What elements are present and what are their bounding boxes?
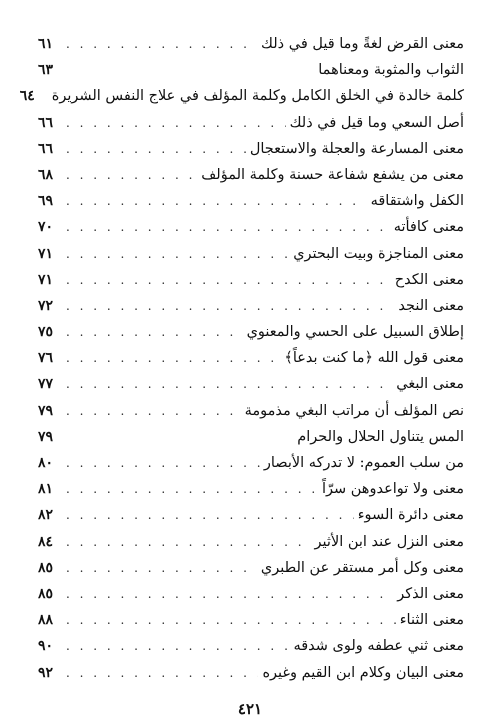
toc-entry bbox=[38, 31, 464, 57]
toc-entry-page: ٨٢ bbox=[38, 507, 54, 524]
toc-entry-page: ٦٤ bbox=[19, 88, 35, 105]
leader-dots bbox=[66, 633, 289, 659]
toc-entry-page: ٧٩ bbox=[38, 402, 54, 419]
leader-dots bbox=[66, 188, 367, 214]
toc-entry-title: معنى الكدح bbox=[394, 271, 464, 288]
leader-dots bbox=[66, 607, 396, 633]
toc-entry bbox=[38, 607, 464, 633]
toc-entry-page: ٦٨ bbox=[38, 166, 54, 183]
toc-entry bbox=[38, 398, 464, 424]
toc-entry-page: ٦٦ bbox=[38, 114, 54, 131]
toc-entry bbox=[38, 424, 464, 450]
leader-dots bbox=[66, 136, 246, 162]
leader-dots bbox=[66, 371, 392, 397]
toc-entry-title: معنى وكل أمر مستقر عن الطبري bbox=[260, 559, 464, 576]
toc-entry-title: معنى من يشفع شفاعة حسنة وكلمة المؤلف bbox=[201, 166, 464, 183]
toc-entry bbox=[38, 57, 464, 83]
toc-entry bbox=[38, 293, 464, 319]
toc-entry-title: معنى القرض لغةً وما قيل في ذلك bbox=[261, 36, 464, 52]
toc-entry bbox=[38, 241, 464, 267]
leader-dots bbox=[66, 660, 258, 686]
toc-entry bbox=[38, 502, 464, 528]
toc-entry-title: معنى دائرة السوء bbox=[357, 507, 464, 524]
toc-entry-title: معنى النزل عند ابن الأثير bbox=[314, 533, 464, 550]
toc-entry bbox=[38, 555, 464, 581]
toc-entry-title: معنى الذكر bbox=[397, 585, 464, 602]
toc-entry-page: ٧٠ bbox=[38, 219, 54, 236]
toc-entry-page: ٧١ bbox=[38, 271, 54, 288]
toc-entry-title: معنى البغي bbox=[396, 376, 464, 393]
page-number: ٤٢١ bbox=[237, 700, 263, 718]
toc-entry-page: ٦٩ bbox=[38, 193, 54, 210]
leader-dots bbox=[66, 450, 260, 476]
toc-entry-title: معنى الثناء bbox=[399, 612, 464, 629]
leader-dots bbox=[66, 345, 280, 371]
leader-dots bbox=[66, 31, 257, 57]
toc-entry-title: كلمة خالدة في الخلق الكامل وكلمة المؤلف في علاج النفس الشريرة bbox=[51, 88, 464, 105]
leader-dots bbox=[66, 319, 243, 345]
toc-entry-page: ٨٥ bbox=[38, 585, 54, 602]
leader-dots bbox=[66, 241, 289, 267]
toc-entry-title: معنى النجد bbox=[398, 297, 464, 314]
toc-entry-title: المس يتناول الحلال والحرام bbox=[297, 428, 464, 445]
leader-dots bbox=[66, 293, 394, 319]
toc-entry-page: ٩٢ bbox=[38, 664, 54, 681]
toc-entry bbox=[38, 633, 464, 659]
toc-entry-page: ٦١ bbox=[38, 36, 54, 52]
leader-dots bbox=[66, 555, 257, 581]
toc-entry-title: نص المؤلف أن مراتب البغي مذمومة bbox=[244, 402, 464, 419]
toc-entry-page: ٨١ bbox=[38, 481, 54, 498]
toc-entry-page: ٧٦ bbox=[38, 350, 54, 367]
toc-entry-title: معنى ولا تواعدوهن سرّاً bbox=[321, 481, 464, 498]
toc-entry-title: أصل السعي وما قيل في ذلك bbox=[289, 114, 464, 131]
toc-entry-title: معنى كافأته bbox=[393, 219, 464, 236]
toc-entry bbox=[38, 345, 464, 371]
toc-entry bbox=[38, 319, 464, 345]
toc-entry-page: ٦٣ bbox=[38, 62, 54, 79]
leader-dots bbox=[66, 162, 197, 188]
toc-entry-page: ٧١ bbox=[38, 245, 54, 262]
leader-dots bbox=[66, 502, 354, 528]
toc-entry bbox=[38, 267, 464, 293]
leader-dots bbox=[66, 214, 390, 240]
toc-entry-title: من سلب العموم: لا تدركه الأبصار bbox=[263, 455, 464, 471]
toc-entry-page: ٧٢ bbox=[38, 297, 54, 314]
toc-entry-page: ٨٠ bbox=[38, 455, 54, 471]
toc-entry bbox=[38, 660, 464, 686]
leader-dots bbox=[66, 110, 286, 136]
toc-entry-title: معنى ثني عطفه ولوى شدقه bbox=[293, 638, 464, 655]
leader-dots bbox=[66, 398, 241, 424]
toc-entry bbox=[38, 450, 464, 476]
toc-entry bbox=[38, 476, 464, 502]
toc-entry bbox=[38, 529, 464, 555]
toc-entry-title: معنى المسارعة والعجلة والاستعجال bbox=[249, 140, 464, 157]
toc-entry bbox=[38, 110, 464, 136]
toc-entry-page: ٧٧ bbox=[38, 376, 54, 393]
toc-entry-title: إطلاق السبيل على الحسي والمعنوي bbox=[246, 324, 464, 341]
toc-entry-page: ٨٤ bbox=[38, 533, 54, 550]
leader-dots bbox=[66, 581, 393, 607]
toc-entry-title: معنى البيان وكلام ابن القيم وغيره bbox=[262, 664, 464, 681]
table-of-contents bbox=[19, 31, 464, 686]
toc-entry-page: ٦٦ bbox=[38, 140, 54, 157]
toc-entry-page: ٩٠ bbox=[38, 638, 54, 655]
toc-entry bbox=[19, 83, 464, 109]
leader-dots bbox=[66, 529, 311, 555]
toc-entry bbox=[38, 188, 464, 214]
leader-dots bbox=[66, 267, 391, 293]
toc-entry-title: معنى المناجزة وبيت البحتري bbox=[293, 245, 464, 262]
toc-entry-title: الكفل واشتقاقه bbox=[370, 193, 464, 210]
toc-entry-page: ٧٩ bbox=[38, 428, 54, 445]
toc-entry bbox=[38, 371, 464, 397]
leader-dots bbox=[66, 476, 318, 502]
toc-entry-title: الثواب والمثوبة ومعناهما bbox=[318, 62, 464, 79]
toc-entry bbox=[38, 581, 464, 607]
toc-entry-page: ٧٥ bbox=[38, 324, 54, 341]
toc-entry-page: ٨٨ bbox=[38, 612, 54, 629]
toc-entry bbox=[38, 136, 464, 162]
toc-entry-title: معنى قول الله ﴿ما كنت بدعاً﴾ bbox=[284, 350, 464, 367]
toc-entry bbox=[38, 162, 464, 188]
toc-entry-page: ٨٥ bbox=[38, 559, 54, 576]
toc-entry bbox=[38, 214, 464, 240]
